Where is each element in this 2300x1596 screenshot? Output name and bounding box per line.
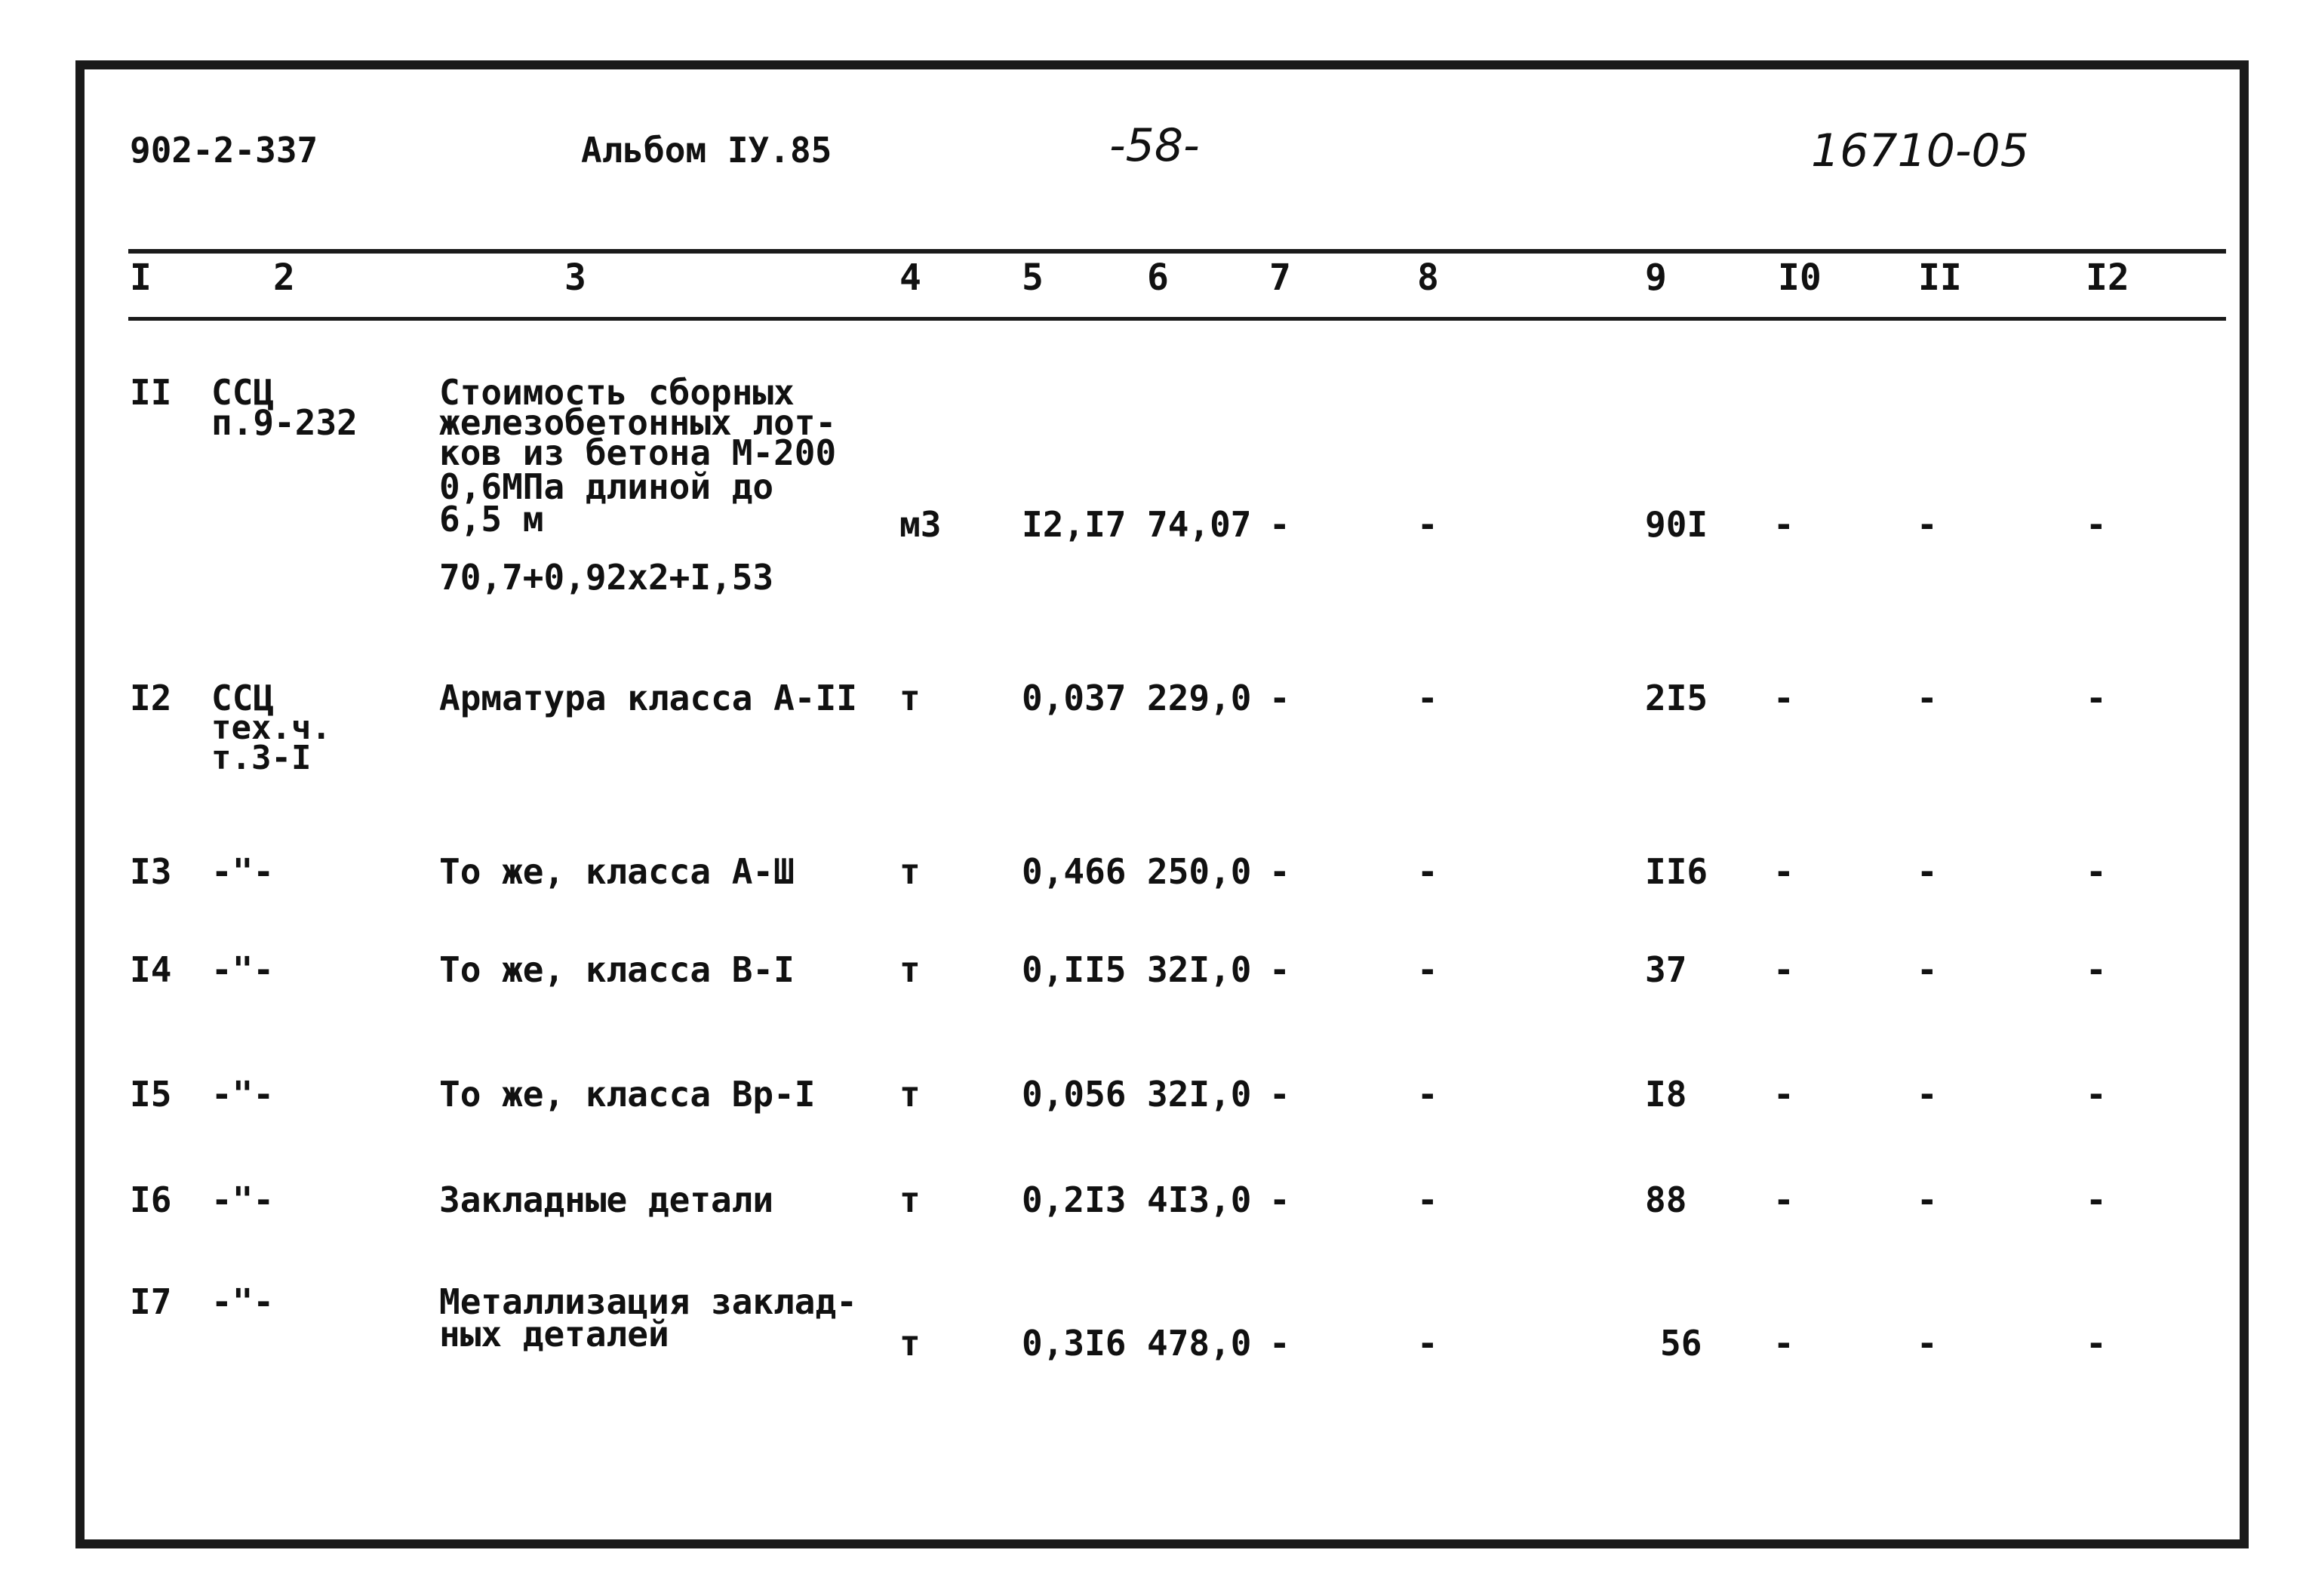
row-unit: т [899, 949, 921, 990]
row-description: Металлизация заклад- [439, 1281, 857, 1322]
row-description: ков из бетона М-200 [439, 432, 837, 473]
col-1: I [130, 257, 152, 299]
col-9: 9 [1645, 257, 1667, 299]
row-price: 32I,0 [1147, 949, 1252, 990]
row-col8: - [1417, 504, 1438, 545]
row-source: т.3-I [211, 739, 312, 777]
row-qty: 0,II5 [1022, 949, 1127, 990]
row-qty: 0,037 [1022, 678, 1127, 718]
table-header-rule [128, 317, 2226, 321]
row-qty: 0,056 [1022, 1074, 1127, 1115]
col-4: 4 [899, 257, 921, 299]
col-2: 2 [273, 257, 295, 299]
row-number: I4 [130, 949, 172, 990]
row-formula: 70,7+0,92х2+I,53 [439, 557, 774, 598]
row-col12: - [2086, 949, 2107, 990]
row-number: I2 [130, 678, 172, 718]
row-col11: - [1917, 678, 1938, 718]
row-source: -"- [211, 1281, 275, 1322]
row-qty: 0,466 [1022, 851, 1127, 892]
row-col11: - [1917, 949, 1938, 990]
row-col12: - [2086, 1179, 2107, 1220]
row-description: ных деталей [439, 1314, 669, 1355]
row-col10: - [1773, 678, 1794, 718]
row-col11: - [1917, 504, 1938, 545]
row-col12: - [2086, 678, 2107, 718]
row-col12: - [2086, 851, 2107, 892]
row-unit: т [899, 678, 921, 718]
doc-code: 902-2-337 [130, 130, 318, 171]
row-price: 74,07 [1147, 504, 1252, 545]
row-total: 88 [1645, 1179, 1687, 1220]
row-col7: - [1269, 678, 1290, 718]
row-price: 478,0 [1147, 1323, 1252, 1364]
row-number: I3 [130, 851, 172, 892]
row-number: II [130, 372, 172, 413]
row-col8: - [1417, 678, 1438, 718]
row-unit: т [899, 1074, 921, 1115]
row-col11: - [1917, 1323, 1938, 1364]
row-source: п.9-232 [211, 402, 358, 443]
page-number: -58- [1109, 119, 1200, 172]
row-source: ССЦ [211, 678, 275, 718]
row-price: 32I,0 [1147, 1074, 1252, 1115]
row-description: 0,6МПа длиной до [439, 466, 774, 507]
row-col12: - [2086, 1074, 2107, 1115]
table-top-rule [128, 249, 2226, 254]
row-total: 90I [1645, 504, 1708, 545]
col-12: I2 [2086, 257, 2129, 299]
col-5: 5 [1022, 257, 1044, 299]
row-col8: - [1417, 1074, 1438, 1115]
row-col10: - [1773, 504, 1794, 545]
row-unit: т [899, 1323, 921, 1364]
row-source: ССЦ [211, 372, 275, 413]
row-total: 2I5 [1645, 678, 1708, 718]
row-qty: I2,I7 [1022, 504, 1127, 545]
row-col7: - [1269, 504, 1290, 545]
row-col7: - [1269, 1323, 1290, 1364]
row-col10: - [1773, 1179, 1794, 1220]
row-col8: - [1417, 1179, 1438, 1220]
row-col11: - [1917, 851, 1938, 892]
row-col10: - [1773, 1323, 1794, 1364]
row-col8: - [1417, 1323, 1438, 1364]
row-col7: - [1269, 949, 1290, 990]
col-6: 6 [1147, 257, 1169, 299]
row-number: I7 [130, 1281, 172, 1322]
row-description: 6,5 м [439, 499, 544, 540]
row-total: II6 [1645, 851, 1708, 892]
doc-number: 16710-05 [1811, 125, 2029, 177]
row-col7: - [1269, 851, 1290, 892]
row-unit: т [899, 1179, 921, 1220]
row-description: То же, класса В-I [439, 949, 795, 990]
col-3: 3 [564, 257, 586, 299]
row-col12: - [2086, 504, 2107, 545]
row-source: -"- [211, 851, 275, 892]
row-total: 37 [1645, 949, 1687, 990]
row-description: То же, класса Вр-I [439, 1074, 816, 1115]
row-col8: - [1417, 851, 1438, 892]
row-source: -"- [211, 949, 275, 990]
row-unit: м3 [899, 504, 942, 545]
row-description: Закладные детали [439, 1179, 774, 1220]
row-number: I5 [130, 1074, 172, 1115]
row-description: То же, класса А-Ш [439, 851, 795, 892]
row-price: 4I3,0 [1147, 1179, 1252, 1220]
row-description: Стоимость сборных [439, 372, 795, 413]
row-total: I8 [1645, 1074, 1687, 1115]
row-qty: 0,2I3 [1022, 1179, 1127, 1220]
row-source: -"- [211, 1179, 275, 1220]
row-source: тех.ч. [211, 709, 331, 747]
col-7: 7 [1269, 257, 1291, 299]
row-description: Арматура класса А-II [439, 678, 857, 718]
col-8: 8 [1417, 257, 1439, 299]
row-col7: - [1269, 1179, 1290, 1220]
album-label: Альбом IУ.85 [581, 130, 832, 171]
row-col11: - [1917, 1074, 1938, 1115]
row-col12: - [2086, 1323, 2107, 1364]
row-col8: - [1417, 949, 1438, 990]
row-unit: т [899, 851, 921, 892]
col-11: II [1918, 257, 1962, 299]
row-price: 250,0 [1147, 851, 1252, 892]
row-col11: - [1917, 1179, 1938, 1220]
col-10: I0 [1778, 257, 1822, 299]
row-description: железобетонных лот- [439, 402, 837, 443]
row-source: -"- [211, 1074, 275, 1115]
row-total: 56 [1660, 1323, 1702, 1364]
row-number: I6 [130, 1179, 172, 1220]
row-col7: - [1269, 1074, 1290, 1115]
row-col10: - [1773, 1074, 1794, 1115]
row-col10: - [1773, 949, 1794, 990]
row-col10: - [1773, 851, 1794, 892]
row-qty: 0,3I6 [1022, 1323, 1127, 1364]
row-price: 229,0 [1147, 678, 1252, 718]
